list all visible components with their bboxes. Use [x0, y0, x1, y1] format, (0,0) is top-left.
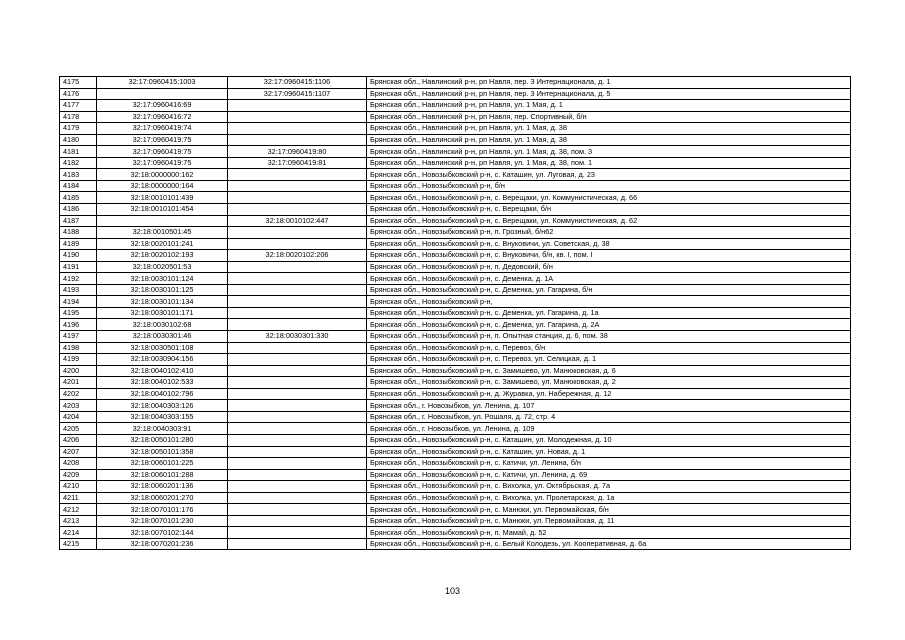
row-number-cell: 4187 — [60, 215, 97, 227]
related-cadastral-number-cell — [228, 458, 367, 470]
table-row — [60, 238, 851, 250]
row-number-cell: 4181 — [60, 146, 97, 158]
cadastral-number-cell: 32:18:0060201:136 — [97, 481, 228, 493]
cadastral-number-cell: 32:18:0050101:358 — [97, 446, 228, 458]
table-row — [60, 250, 851, 262]
related-cadastral-number-cell — [228, 180, 367, 192]
address-cell: Брянская обл., Навлинский р-н, рп Навля, пер. 3 Интернационала, д. 5 — [367, 88, 851, 100]
related-cadastral-number-cell — [228, 434, 367, 446]
cadastral-number-cell: 32:17:0960419:74 — [97, 123, 228, 135]
row-number-cell: 4184 — [60, 180, 97, 192]
cadastral-number-cell: 32:18:0030101:171 — [97, 307, 228, 319]
row-number-cell: 4204 — [60, 411, 97, 423]
address-cell: Брянская обл., Новозыбковский р-н, с. Деменка, д. 1А — [367, 273, 851, 285]
row-number-cell: 4209 — [60, 469, 97, 481]
cadastral-number-cell: 32:18:0030301:46 — [97, 331, 228, 343]
row-number-cell: 4198 — [60, 342, 97, 354]
table-row — [60, 388, 851, 400]
row-number-cell: 4183 — [60, 169, 97, 181]
address-cell: Брянская обл., Новозыбковский р-н, с. Вихолка, ул. Октябрьская, д. 7а — [367, 481, 851, 493]
table-row — [60, 354, 851, 366]
row-number-cell: 4190 — [60, 250, 97, 262]
cadastral-number-cell: 32:18:0040102:796 — [97, 388, 228, 400]
address-cell: Брянская обл., Навлинский р-н, рп Навля, пер. Спортивный, б/н — [367, 111, 851, 123]
table-row — [60, 504, 851, 516]
related-cadastral-number-cell — [228, 504, 367, 516]
row-number-cell: 4191 — [60, 261, 97, 273]
table-row — [60, 296, 851, 308]
table-row — [60, 331, 851, 343]
address-cell: Брянская обл., Новозыбковский р-н, п. Дедовский, б/н — [367, 261, 851, 273]
address-cell: Брянская обл., Новозыбковский р-н, с. Манюки, ул. Первомайская, б/н — [367, 504, 851, 516]
cadastral-number-cell — [97, 88, 228, 100]
cadastral-number-cell: 32:18:0040102:533 — [97, 377, 228, 389]
related-cadastral-number-cell — [228, 342, 367, 354]
address-cell: Брянская обл., Навлинский р-н, рп Навля, ул. 1 Мая, д. 1 — [367, 100, 851, 112]
cadastral-number-cell: 32:18:0000000:162 — [97, 169, 228, 181]
address-cell: Брянская обл., Новозыбковский р-н, с. Внуковичи, б/н, кв. I, пом. I — [367, 250, 851, 262]
related-cadastral-number-cell — [228, 527, 367, 539]
table-row — [60, 157, 851, 169]
table-row — [60, 400, 851, 412]
address-cell: Брянская обл., г. Новозыбков, ул. Ленина, д. 107 — [367, 400, 851, 412]
cadastral-number-cell: 32:17:0960416:69 — [97, 100, 228, 112]
row-number-cell: 4215 — [60, 538, 97, 550]
cadastral-number-cell: 32:18:0040102:410 — [97, 365, 228, 377]
cadastral-number-cell: 32:18:0060101:225 — [97, 458, 228, 470]
related-cadastral-number-cell — [228, 492, 367, 504]
table-row — [60, 180, 851, 192]
address-cell: Брянская обл., Новозыбковский р-н, с. Белый Колодезь, ул. Кооперативная, д. 6а — [367, 538, 851, 550]
table-row — [60, 284, 851, 296]
address-cell: Брянская обл., Новозыбковский р-н, п. Мамай, д. 52 — [367, 527, 851, 539]
related-cadastral-number-cell: 32:18:0010102:447 — [228, 215, 367, 227]
cadastral-number-cell: 32:18:0060101:288 — [97, 469, 228, 481]
cadastral-number-cell: 32:18:0070101:176 — [97, 504, 228, 516]
related-cadastral-number-cell — [228, 134, 367, 146]
address-cell: Брянская обл., г. Новозыбков, ул. Рошаля, д. 72, стр. 4 — [367, 411, 851, 423]
table-row — [60, 192, 851, 204]
related-cadastral-number-cell — [228, 227, 367, 239]
table-row — [60, 458, 851, 470]
row-number-cell: 4199 — [60, 354, 97, 366]
address-cell: Брянская обл., Новозыбковский р-н, п. Грозный, б/н62 — [367, 227, 851, 239]
table-row — [60, 469, 851, 481]
cadastral-number-cell: 32:18:0030102:68 — [97, 319, 228, 331]
table-row — [60, 411, 851, 423]
row-number-cell: 4188 — [60, 227, 97, 239]
related-cadastral-number-cell: 32:18:0030301:330 — [228, 331, 367, 343]
related-cadastral-number-cell — [228, 100, 367, 112]
address-cell: Брянская обл., Навлинский р-н, рп Навля, ул. 1 Мая, д. 38, пом. 1 — [367, 157, 851, 169]
address-cell: Брянская обл., Новозыбковский р-н, с. Перевоз, б/н — [367, 342, 851, 354]
page-number: 103 — [444, 586, 461, 596]
related-cadastral-number-cell — [228, 192, 367, 204]
table-row — [60, 423, 851, 435]
address-cell: Брянская обл., Новозыбковский р-н, с. Деменка, ул. Гагарина, д. 2А — [367, 319, 851, 331]
related-cadastral-number-cell — [228, 365, 367, 377]
related-cadastral-number-cell — [228, 423, 367, 435]
table-row — [60, 492, 851, 504]
row-number-cell: 4179 — [60, 123, 97, 135]
address-cell: Брянская обл., Новозыбковский р-н, б/н — [367, 180, 851, 192]
related-cadastral-number-cell: 32:18:0020102:206 — [228, 250, 367, 262]
address-cell: Брянская обл., Навлинский р-н, рп Навля, ул. 1 Мая, д. 38 — [367, 134, 851, 146]
cadastral-number-cell: 32:18:0040303:91 — [97, 423, 228, 435]
row-number-cell: 4178 — [60, 111, 97, 123]
address-cell: Брянская обл., Новозыбковский р-н, с. Внуковичи, ул. Советская, д. 38 — [367, 238, 851, 250]
table-row — [60, 111, 851, 123]
cadastral-number-cell: 32:18:0060201:270 — [97, 492, 228, 504]
related-cadastral-number-cell — [228, 319, 367, 331]
cadastral-number-cell: 32:18:0030904:156 — [97, 354, 228, 366]
related-cadastral-number-cell — [228, 515, 367, 527]
cadastral-number-cell: 32:17:0960415:1003 — [97, 77, 228, 89]
cadastral-number-cell — [97, 215, 228, 227]
cadastral-number-cell: 32:17:0960419:75 — [97, 146, 228, 158]
cadastral-number-cell: 32:18:0010101:454 — [97, 204, 228, 216]
address-cell: Брянская обл., Новозыбковский р-н, с. Деменка, ул. Гагарина, б/н — [367, 284, 851, 296]
table-row — [60, 365, 851, 377]
address-cell: Брянская обл., Новозыбковский р-н, с. Вихолка, ул. Пролетарская, д. 1а — [367, 492, 851, 504]
related-cadastral-number-cell — [228, 307, 367, 319]
row-number-cell: 4177 — [60, 100, 97, 112]
row-number-cell: 4212 — [60, 504, 97, 516]
address-cell: Брянская обл., г. Новозыбков, ул. Ленина, д. 109 — [367, 423, 851, 435]
cadastral-number-cell: 32:17:0960419:75 — [97, 157, 228, 169]
table-body — [60, 77, 851, 550]
cadastral-number-cell: 32:18:0070102:144 — [97, 527, 228, 539]
related-cadastral-number-cell: 32:17:0960419:80 — [228, 146, 367, 158]
table-row — [60, 342, 851, 354]
row-number-cell: 4196 — [60, 319, 97, 331]
cadastral-number-cell: 32:18:0030501:108 — [97, 342, 228, 354]
related-cadastral-number-cell — [228, 169, 367, 181]
related-cadastral-number-cell — [228, 388, 367, 400]
table-row — [60, 273, 851, 285]
related-cadastral-number-cell — [228, 111, 367, 123]
row-number-cell: 4208 — [60, 458, 97, 470]
cadastral-number-cell: 32:18:0040303:155 — [97, 411, 228, 423]
address-cell: Брянская обл., Новозыбковский р-н, с. Катичи, ул. Ленина, д. 69 — [367, 469, 851, 481]
address-cell: Брянская обл., Новозыбковский р-н, с. Верещаки, ул. Коммунистическая, д. 62 — [367, 215, 851, 227]
table-row — [60, 227, 851, 239]
related-cadastral-number-cell — [228, 538, 367, 550]
table-row — [60, 146, 851, 158]
row-number-cell: 4207 — [60, 446, 97, 458]
cadastral-number-cell: 32:17:0960416:72 — [97, 111, 228, 123]
table-row — [60, 307, 851, 319]
table-row — [60, 134, 851, 146]
address-cell: Брянская обл., Новозыбковский р-н, с. Замишево, ул. Манюковская, д. 6 — [367, 365, 851, 377]
cadastral-number-cell: 32:18:0030101:134 — [97, 296, 228, 308]
address-cell: Брянская обл., Новозыбковский р-н, с. Каташин, ул. Новая, д. 1 — [367, 446, 851, 458]
cadastral-number-cell: 32:18:0040303:126 — [97, 400, 228, 412]
address-cell: Брянская обл., Новозыбковский р-н, с. Манюки, ул. Первомайская, д. 11 — [367, 515, 851, 527]
related-cadastral-number-cell — [228, 296, 367, 308]
row-number-cell: 4182 — [60, 157, 97, 169]
table-row — [60, 123, 851, 135]
related-cadastral-number-cell — [228, 481, 367, 493]
address-cell: Брянская обл., Новозыбковский р-н, — [367, 296, 851, 308]
related-cadastral-number-cell — [228, 261, 367, 273]
row-number-cell: 4176 — [60, 88, 97, 100]
related-cadastral-number-cell — [228, 400, 367, 412]
table-row — [60, 169, 851, 181]
address-cell: Брянская обл., Новозыбковский р-н, с. Перевоз, ул. Селицкая, д. 1 — [367, 354, 851, 366]
row-number-cell: 4197 — [60, 331, 97, 343]
row-number-cell: 4203 — [60, 400, 97, 412]
related-cadastral-number-cell — [228, 469, 367, 481]
cadastral-number-cell: 32:18:0020501:53 — [97, 261, 228, 273]
address-cell: Брянская обл., Навлинский р-н, рп Навля, ул. 1 Мая, д. 38, пом. 3 — [367, 146, 851, 158]
row-number-cell: 4193 — [60, 284, 97, 296]
row-number-cell: 4206 — [60, 434, 97, 446]
table-row — [60, 515, 851, 527]
address-cell: Брянская обл., Новозыбковский р-н, д. Журавка, ул. Набережная, д. 12 — [367, 388, 851, 400]
property-register-table — [59, 76, 851, 550]
address-cell: Брянская обл., Новозыбковский р-н, с. Замишево, ул. Манюковская, д. 2 — [367, 377, 851, 389]
row-number-cell: 4175 — [60, 77, 97, 89]
row-number-cell: 4201 — [60, 377, 97, 389]
row-number-cell: 4185 — [60, 192, 97, 204]
table-row — [60, 204, 851, 216]
row-number-cell: 4210 — [60, 481, 97, 493]
related-cadastral-number-cell — [228, 446, 367, 458]
address-cell: Брянская обл., Навлинский р-н, рп Навля, ул. 1 Мая, д. 38 — [367, 123, 851, 135]
row-number-cell: 4205 — [60, 423, 97, 435]
row-number-cell: 4214 — [60, 527, 97, 539]
address-cell: Брянская обл., Новозыбковский р-н, с. Катичи, ул. Ленина, б/н — [367, 458, 851, 470]
cadastral-number-cell: 32:18:0000000:164 — [97, 180, 228, 192]
address-cell: Брянская обл., Навлинский р-н, рп Навля, пер. 3 Интернационала, д. 1 — [367, 77, 851, 89]
row-number-cell: 4202 — [60, 388, 97, 400]
cadastral-number-cell: 32:18:0050101:280 — [97, 434, 228, 446]
address-cell: Брянская обл., Новозыбковский р-н, с. Деменка, ул. Гагарина, д. 1а — [367, 307, 851, 319]
cadastral-number-cell: 32:18:0020101:241 — [97, 238, 228, 250]
related-cadastral-number-cell: 32:17:0960419:81 — [228, 157, 367, 169]
row-number-cell: 4180 — [60, 134, 97, 146]
related-cadastral-number-cell — [228, 123, 367, 135]
table-row — [60, 527, 851, 539]
address-cell: Брянская обл., Новозыбковский р-н, с. Верещаки, ул. Коммунистическая, д. 66 — [367, 192, 851, 204]
row-number-cell: 4194 — [60, 296, 97, 308]
related-cadastral-number-cell — [228, 284, 367, 296]
cadastral-number-cell: 32:18:0010501:45 — [97, 227, 228, 239]
table-row — [60, 434, 851, 446]
row-number-cell: 4189 — [60, 238, 97, 250]
table-row — [60, 377, 851, 389]
table-row — [60, 77, 851, 89]
related-cadastral-number-cell — [228, 238, 367, 250]
related-cadastral-number-cell: 32:17:0960415:1106 — [228, 77, 367, 89]
table-row — [60, 100, 851, 112]
cadastral-number-cell: 32:18:0010101:439 — [97, 192, 228, 204]
row-number-cell: 4195 — [60, 307, 97, 319]
row-number-cell: 4200 — [60, 365, 97, 377]
row-number-cell: 4186 — [60, 204, 97, 216]
cadastral-number-cell: 32:18:0070201:236 — [97, 538, 228, 550]
related-cadastral-number-cell — [228, 411, 367, 423]
table-row — [60, 481, 851, 493]
row-number-cell: 4211 — [60, 492, 97, 504]
cadastral-number-cell: 32:17:0960419:75 — [97, 134, 228, 146]
row-number-cell: 4192 — [60, 273, 97, 285]
table-row — [60, 319, 851, 331]
address-cell: Брянская обл., Новозыбковский р-н, с. Верещаки, б/н — [367, 204, 851, 216]
table-row — [60, 261, 851, 273]
related-cadastral-number-cell — [228, 273, 367, 285]
table-row — [60, 538, 851, 550]
related-cadastral-number-cell — [228, 354, 367, 366]
table-row — [60, 215, 851, 227]
address-cell: Брянская обл., Новозыбковский р-н, с. Каташин, ул. Луговая, д. 23 — [367, 169, 851, 181]
table-row — [60, 446, 851, 458]
address-cell: Брянская обл., Новозыбковский р-н, с. Каташин, ул. Молодежная, д. 10 — [367, 434, 851, 446]
row-number-cell: 4213 — [60, 515, 97, 527]
address-cell: Брянская обл., Новозыбковский р-н, п. Опытная станция, д. 6, пом. 38 — [367, 331, 851, 343]
related-cadastral-number-cell: 32:17:0960415:1107 — [228, 88, 367, 100]
cadastral-number-cell: 32:18:0070101:230 — [97, 515, 228, 527]
cadastral-number-cell: 32:18:0030101:124 — [97, 273, 228, 285]
related-cadastral-number-cell — [228, 204, 367, 216]
cadastral-number-cell: 32:18:0020102:193 — [97, 250, 228, 262]
cadastral-number-cell: 32:18:0030101:125 — [97, 284, 228, 296]
table-row — [60, 88, 851, 100]
related-cadastral-number-cell — [228, 377, 367, 389]
